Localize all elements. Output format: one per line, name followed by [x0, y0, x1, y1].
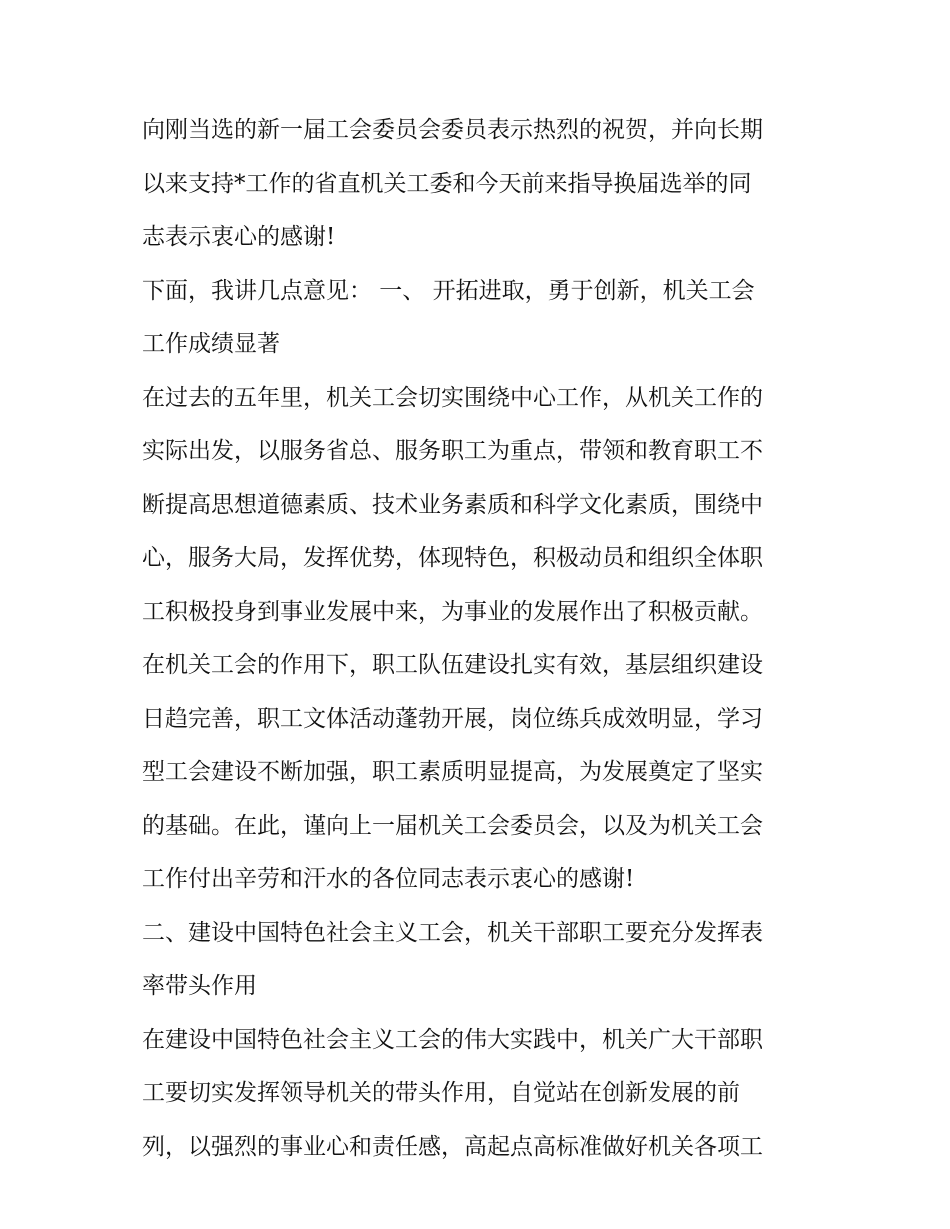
text-line: 志表示衷心的感谢!: [142, 224, 336, 250]
text-line: 工作付出辛劳和汗水的各位同志表示衷心的感谢!: [142, 866, 635, 892]
document-body: [142, 104, 822, 1174]
paragraph-achievements: [142, 639, 822, 907]
section-heading-two: [142, 907, 822, 1014]
text-line: 在建设中国特色社会主义工会的伟大实践中，机关广大干部职: [142, 1026, 763, 1053]
text-line: 下面，我讲几点意见： 一、 开拓进取，勇于创新，机关工会: [142, 277, 755, 304]
paragraph-leading-role: [142, 1014, 822, 1175]
paragraph-past-five-years: [142, 372, 822, 640]
text-line: 以来支持*工作的省直机关工委和今天前来指导换届选举的同: [142, 170, 752, 197]
text-line: 工作成绩显著: [142, 331, 280, 357]
text-line: 二、建设中国特色社会主义工会，机关干部职工要充分发挥表: [142, 919, 763, 946]
text-line: 的基础。在此，谨向上一届机关工会委员会，以及为机关工会: [142, 812, 763, 839]
text-line: 在过去的五年里，机关工会切实围绕中心工作，从机关工作的: [142, 384, 763, 411]
text-line: 工积极投身到事业发展中来，为事业的发展作出了积极贡献。: [142, 598, 763, 625]
text-line: 型工会建设不断加强，职工素质明显提高，为发展奠定了坚实: [142, 759, 763, 785]
text-line: 工要切实发挥领导机关的带头作用，自觉站在创新发展的前: [142, 1080, 740, 1106]
text-line: 率带头作用: [142, 973, 257, 999]
text-line: 心，服务大局，发挥优势，体现特色，积极动员和组织全体职: [142, 545, 763, 571]
paragraph-congratulations: [142, 104, 822, 265]
text-line: 在机关工会的作用下，职工队伍建设扎实有效，基层组织建设: [142, 652, 763, 678]
text-line: 实际出发，以服务省总、服务职工为重点，带领和教育职工不: [142, 438, 763, 464]
text-line: 日趋完善，职工文体活动蓬勃开展，岗位练兵成效明显，学习: [142, 705, 763, 732]
text-line: 列，以强烈的事业心和责任感，高起点高标准做好机关各项工: [142, 1133, 763, 1160]
text-line: 断提高思想道德素质、技术业务素质和科学文化素质，围绕中: [142, 491, 763, 518]
section-heading-one: [142, 265, 822, 372]
text-line: 向刚当选的新一届工会委员会委员表示热烈的祝贺，并向长期: [142, 117, 763, 143]
